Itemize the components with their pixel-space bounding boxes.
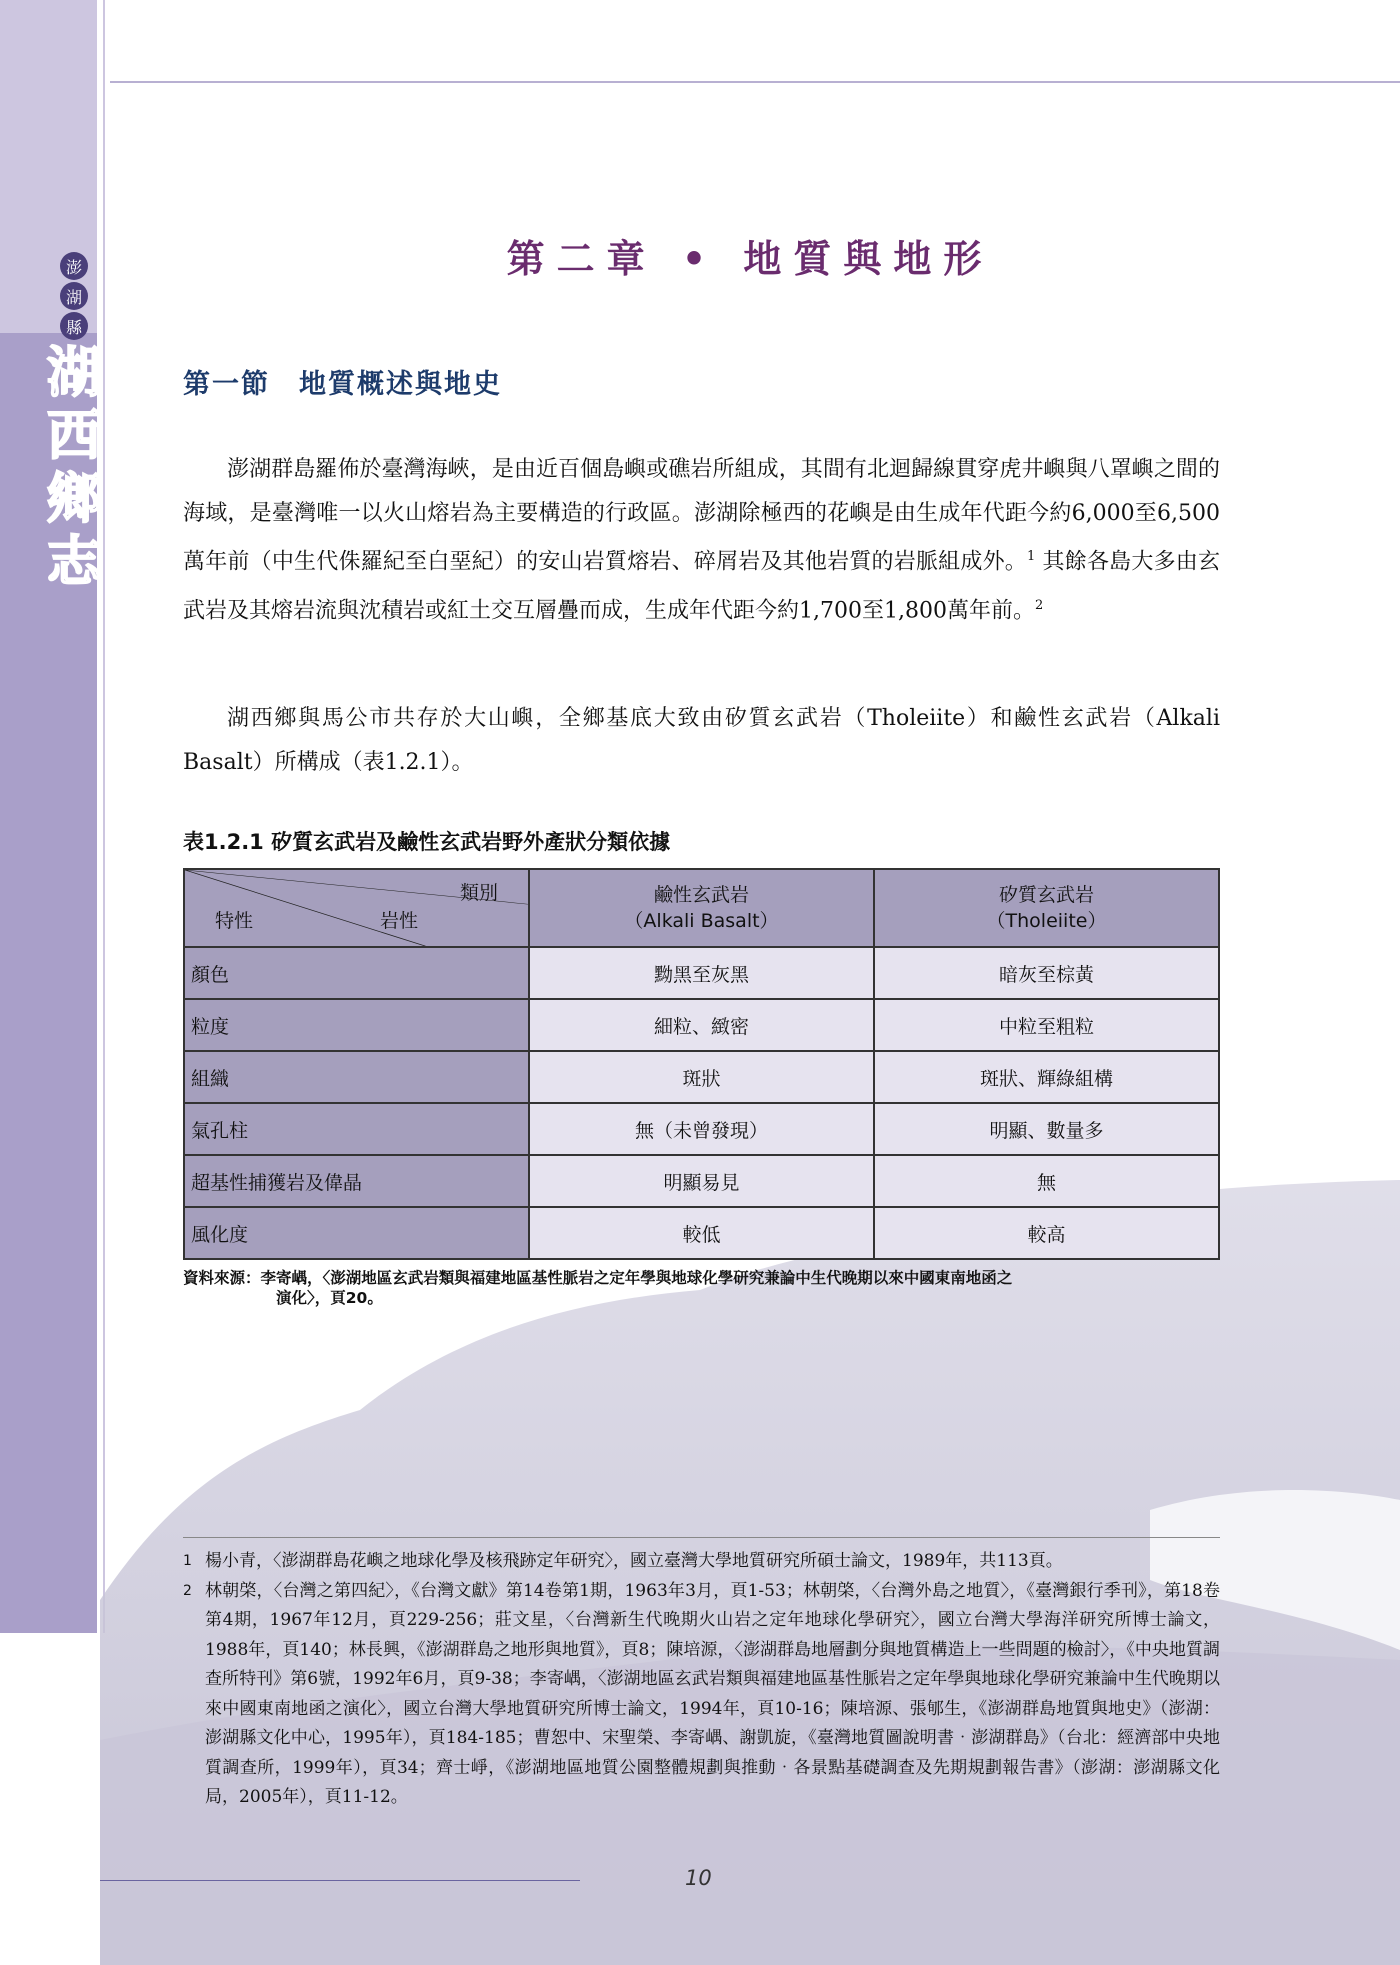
table-caption: 表1.2.1 矽質玄武岩及鹼性玄武岩野外產狀分類依據 bbox=[183, 830, 671, 854]
county-char: 澎 bbox=[60, 252, 88, 280]
footnote bbox=[183, 1577, 1220, 1813]
row-label: 風化度 bbox=[184, 1207, 529, 1259]
cell: 無 bbox=[874, 1155, 1219, 1207]
source-line: 演化〉，頁20。 bbox=[276, 1289, 383, 1307]
corner-header-cell bbox=[184, 869, 529, 947]
footnote-number: 2 bbox=[183, 1582, 192, 1599]
title-char: 志 bbox=[47, 529, 101, 594]
footnote-number: 1 bbox=[183, 1553, 192, 1569]
row-label: 顏色 bbox=[184, 947, 529, 999]
title-char: 湖 bbox=[47, 340, 101, 404]
row-label: 氣孔柱 bbox=[184, 1103, 529, 1155]
book-title-vertical bbox=[47, 340, 107, 594]
paragraph-text: 澎湖群島羅佈於臺灣海峽，是由近百個島嶼或礁岩所組成，其間有北迴歸線貫穿虎井嶼與八罩嶼之間的海域，是臺灣唯一以火山熔岩為主要構造的行政區。澎湖除極西的花嶼是由生成年代距今約6,000至6,500萬年前（中生代侏羅紀至白堊紀）的安山岩質熔岩、碎屑岩及其他岩質的岩脈組成外。 bbox=[183, 457, 1220, 575]
cell: 較低 bbox=[529, 1207, 874, 1259]
header-en: （Tholeiite） bbox=[986, 910, 1107, 932]
paragraph-1 bbox=[183, 448, 1220, 633]
cell: 細粒、緻密 bbox=[529, 999, 874, 1051]
corner-property-label: 特性 bbox=[215, 910, 254, 932]
column-header-tholeiite bbox=[874, 869, 1219, 947]
cell: 暗灰至棕黃 bbox=[874, 947, 1219, 999]
paragraph-text: 湖西鄉與馬公市共存於大山嶼，全鄉基底大致由矽質玄武岩（Tholeiite）和鹼性玄武岩（Alkali Basalt）所構成（表1.2.1）。 bbox=[183, 706, 1220, 775]
row-label: 粒度 bbox=[184, 999, 529, 1051]
footnotes bbox=[183, 1547, 1220, 1813]
footnote-text: 楊小青，〈澎湖群島花嶼之地球化學及核飛跡定年研究〉，國立臺灣大學地質研究所碩士論文，1989年，共113頁。 bbox=[205, 1551, 1063, 1571]
paragraph-text: 其餘各島大多由玄武岩及其熔岩流與沈積岩或紅土交互層疊而成，生成年代距今約1,700至1,800萬年前。 bbox=[183, 549, 1220, 624]
row-label: 超基性捕獲岩及偉晶 bbox=[184, 1155, 529, 1207]
cell: 無（未曾發現） bbox=[529, 1103, 874, 1155]
chapter-title: 第二章 • 地質與地形 bbox=[506, 236, 994, 281]
column-header-alkali bbox=[529, 869, 874, 947]
corner-lithology-label: 岩性 bbox=[380, 910, 419, 932]
cell: 較高 bbox=[874, 1207, 1219, 1259]
county-char: 湖 bbox=[60, 282, 88, 310]
source-line: 資料來源：李寄嵎，〈澎湖地區玄武岩類與福建地區基性脈岩之定年學與地球化學研究兼論中生代晚期以來中國東南地函之 bbox=[183, 1269, 1013, 1287]
row-label: 組織 bbox=[184, 1051, 529, 1103]
header-rule bbox=[110, 81, 1400, 83]
county-char: 縣 bbox=[60, 312, 88, 340]
page-number: 10 bbox=[685, 1866, 712, 1890]
footnote-ref[interactable]: 2 bbox=[1034, 597, 1044, 613]
table-row bbox=[184, 1155, 1219, 1207]
table-row bbox=[184, 1103, 1219, 1155]
paragraph-2 bbox=[183, 697, 1220, 784]
cell: 斑狀、輝綠組構 bbox=[874, 1051, 1219, 1103]
footnote-text: 林朝棨，〈台灣之第四紀〉，《台灣文獻》第14卷第1期，1963年3月，頁1-53；林朝棨，〈台灣外島之地質〉，《臺灣銀行季刊》，第18卷第4期，1967年12月，頁229-256；莊文星，〈台灣新生代晚期火山岩之定年地球化學研究〉，國立台灣大學海洋研究所博士論文，1988年，頁140；林長興，《澎湖群島之地形與地質》，頁8；陳培源，〈澎湖群島地層劃分與地質構造上一些問題的檢討〉，《中央地質調查所特刊》第6號，1992年6月，頁9-38；李寄嵎，〈澎湖地區玄武岩類與福建地區基性脈岩之定年學與地球化學研究兼論中生代晚期以來中國東南地函之演化〉，國立台灣大學地質研究所博士論文，1994年，頁10-16；陳培源、張郇生，《澎湖群島地質與地史》（澎湖：澎湖縣文化中心，1995年），頁184-185；曹恕中、宋聖榮、李寄嵎、謝凱旋，《臺灣地質圖說明書‧澎湖群島》（台北：經濟部中央地質調查所，1999年），頁34；齊士崢，《澎湖地區地質公園整體規劃與推動‧各景點基礎調查及先期規劃報告書》（澎湖：澎湖縣文化局，2005年），頁11-12。 bbox=[205, 1580, 1220, 1807]
header-zh: 矽質玄武岩 bbox=[998, 884, 1094, 906]
header-zh: 鹼性玄武岩 bbox=[653, 884, 749, 906]
footnote bbox=[183, 1547, 1220, 1577]
cell: 明顯易見 bbox=[529, 1155, 874, 1207]
header-en: （Alkali Basalt） bbox=[624, 910, 779, 932]
corner-category-label: 類別 bbox=[459, 882, 498, 904]
basalt-classification-table bbox=[183, 868, 1220, 1260]
cell: 斑狀 bbox=[529, 1051, 874, 1103]
section-title: 第一節 地質概述與地史 bbox=[183, 369, 502, 400]
table-header-row bbox=[184, 869, 1219, 947]
title-char: 鄉 bbox=[47, 466, 101, 531]
table-source-note bbox=[183, 1268, 1223, 1308]
cell: 黝黑至灰黑 bbox=[529, 947, 874, 999]
footnote-ref[interactable]: 1 bbox=[1027, 549, 1036, 564]
footer-rule bbox=[100, 1880, 580, 1881]
cell: 中粒至粗粒 bbox=[874, 999, 1219, 1051]
cell: 明顯、數量多 bbox=[874, 1103, 1219, 1155]
footnote-rule bbox=[183, 1537, 1220, 1538]
title-char: 西 bbox=[47, 403, 101, 468]
table-row bbox=[184, 1051, 1219, 1103]
table-row bbox=[184, 1207, 1219, 1259]
table-row bbox=[184, 999, 1219, 1051]
table-row bbox=[184, 947, 1219, 999]
